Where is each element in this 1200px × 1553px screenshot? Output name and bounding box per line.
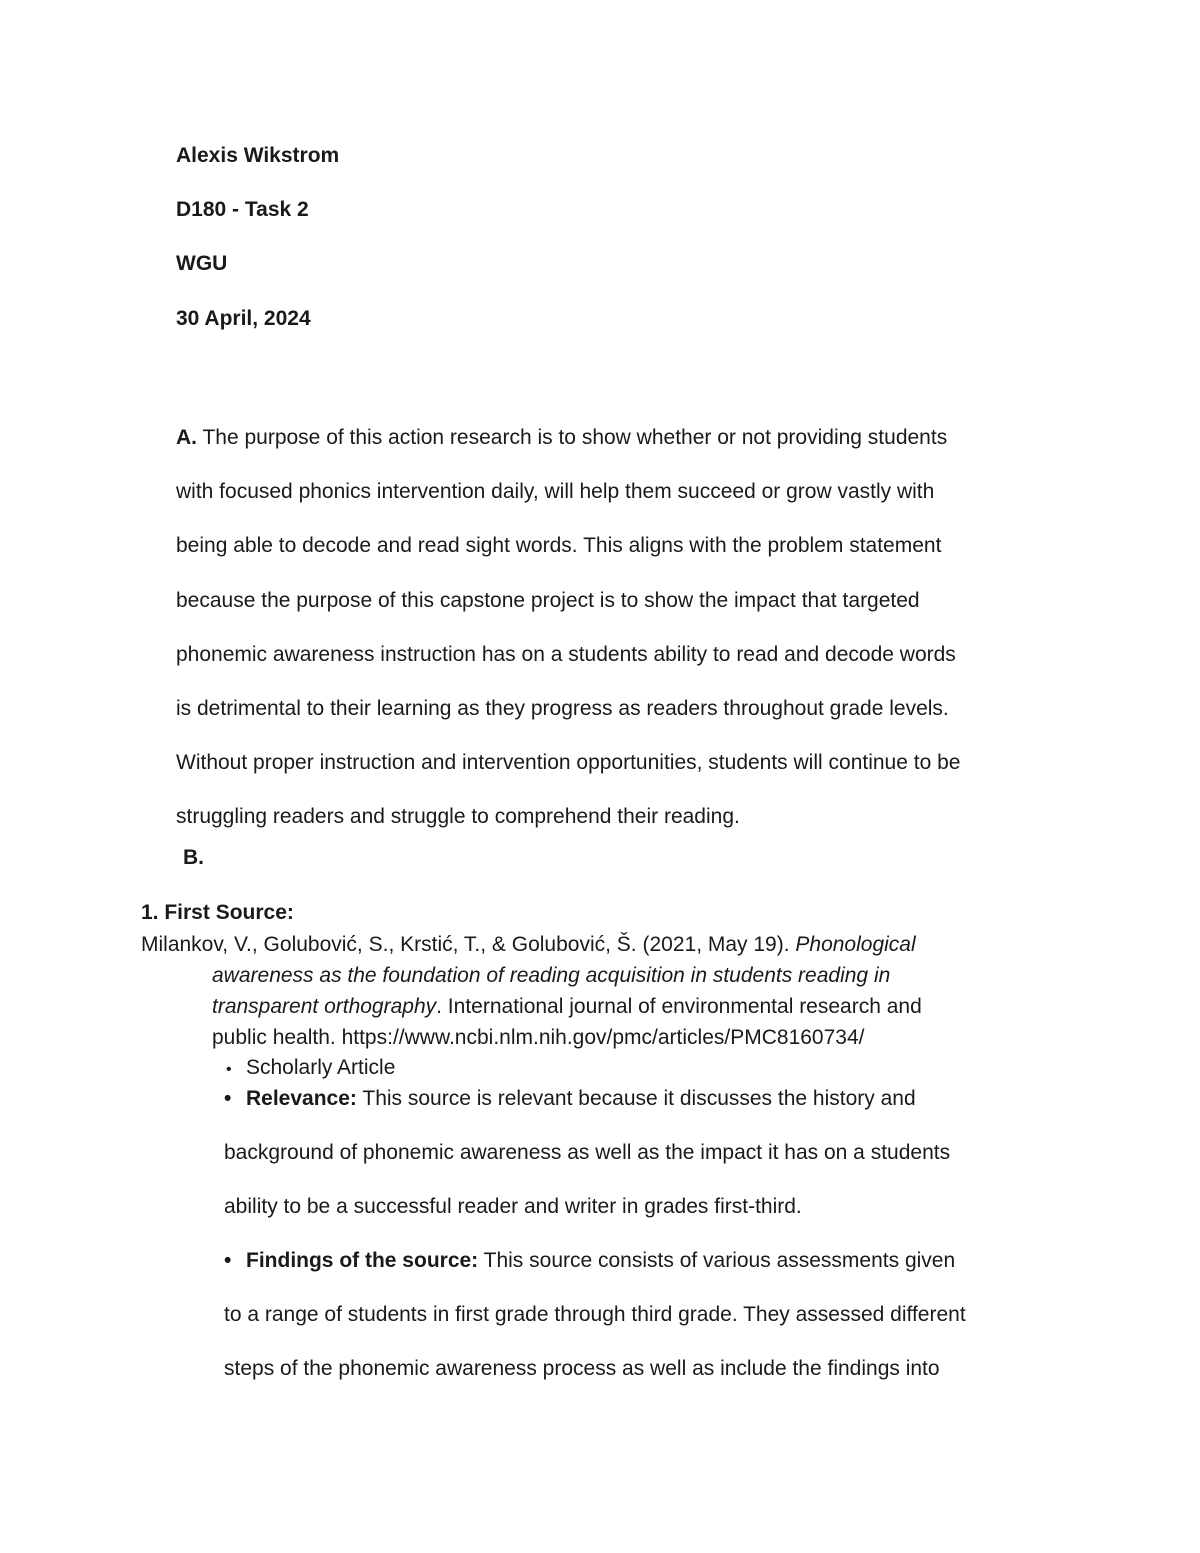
findings-label: Findings of the source: bbox=[246, 1249, 479, 1272]
findings-bullet bbox=[224, 1234, 1084, 1397]
findings-line: to a range of students in first grade through third grade. They assessed different bbox=[224, 1303, 966, 1327]
section-a-line: is detrimental to their learning as they progress as readers throughout grade levels. bbox=[176, 697, 949, 721]
section-b-label: B. bbox=[183, 846, 204, 869]
citation-title: Phonological bbox=[795, 933, 916, 956]
author-name: Alexis Wikstrom bbox=[176, 144, 340, 167]
bullet-icon: • bbox=[224, 1249, 232, 1272]
citation-journal: . International journal of environmental research and bbox=[436, 995, 922, 1018]
section-a-line: Without proper instruction and intervention opportunities, students will continue to be bbox=[176, 751, 961, 775]
relevance-line: ability to be a successful reader and writer in grades first-third. bbox=[224, 1195, 802, 1219]
citation-journal-url: public health. https://www.ncbi.nlm.nih.gov/pmc/articles/PMC8160734/ bbox=[212, 1026, 865, 1049]
section-a-line: with focused phonics intervention daily, will help them succeed or grow vastly with bbox=[176, 480, 935, 504]
bullet-icon: • bbox=[226, 1061, 232, 1078]
citation-authors: Milankov, V., Golubović, S., Krstić, T., & Golubović, Š. (2021, May 19). bbox=[141, 933, 796, 956]
relevance-label: Relevance: bbox=[246, 1087, 357, 1110]
section-a-line: struggling readers and struggle to comprehend their reading. bbox=[176, 805, 740, 829]
school-name: WGU bbox=[176, 252, 228, 275]
section-a-line: phonemic awareness instruction has on a students ability to read and decode words bbox=[176, 642, 956, 666]
section-a-paragraph bbox=[176, 411, 1066, 845]
relevance-line: This source is relevant because it discusses the history and bbox=[356, 1087, 916, 1110]
section-a-line: being able to decode and read sight words. This aligns with the problem statement bbox=[176, 534, 942, 558]
bullet-icon: • bbox=[224, 1087, 232, 1110]
relevance-line: background of phonemic awareness as well as the impact it has on a students bbox=[224, 1141, 951, 1165]
source-type: Scholarly Article bbox=[246, 1056, 396, 1079]
first-source-heading: 1. First Source: bbox=[141, 901, 294, 924]
findings-line: steps of the phonemic awareness process as well as include the findings into bbox=[224, 1357, 940, 1381]
findings-line: This source consists of various assessments given bbox=[478, 1249, 956, 1272]
citation-title: awareness as the foundation of reading acquisition in students reading in bbox=[212, 964, 891, 987]
citation-title: transparent orthography bbox=[212, 995, 437, 1018]
section-a-line: because the purpose of this capstone project is to show the impact that targeted bbox=[176, 588, 920, 612]
section-a-line: The purpose of this action research is to show whether or not providing students bbox=[197, 426, 948, 449]
course-task: D180 - Task 2 bbox=[176, 198, 309, 221]
section-a-label: A. bbox=[176, 426, 197, 449]
document-date: 30 April, 2024 bbox=[176, 307, 311, 330]
apa-citation bbox=[141, 929, 1041, 1053]
relevance-bullet bbox=[224, 1072, 1084, 1235]
